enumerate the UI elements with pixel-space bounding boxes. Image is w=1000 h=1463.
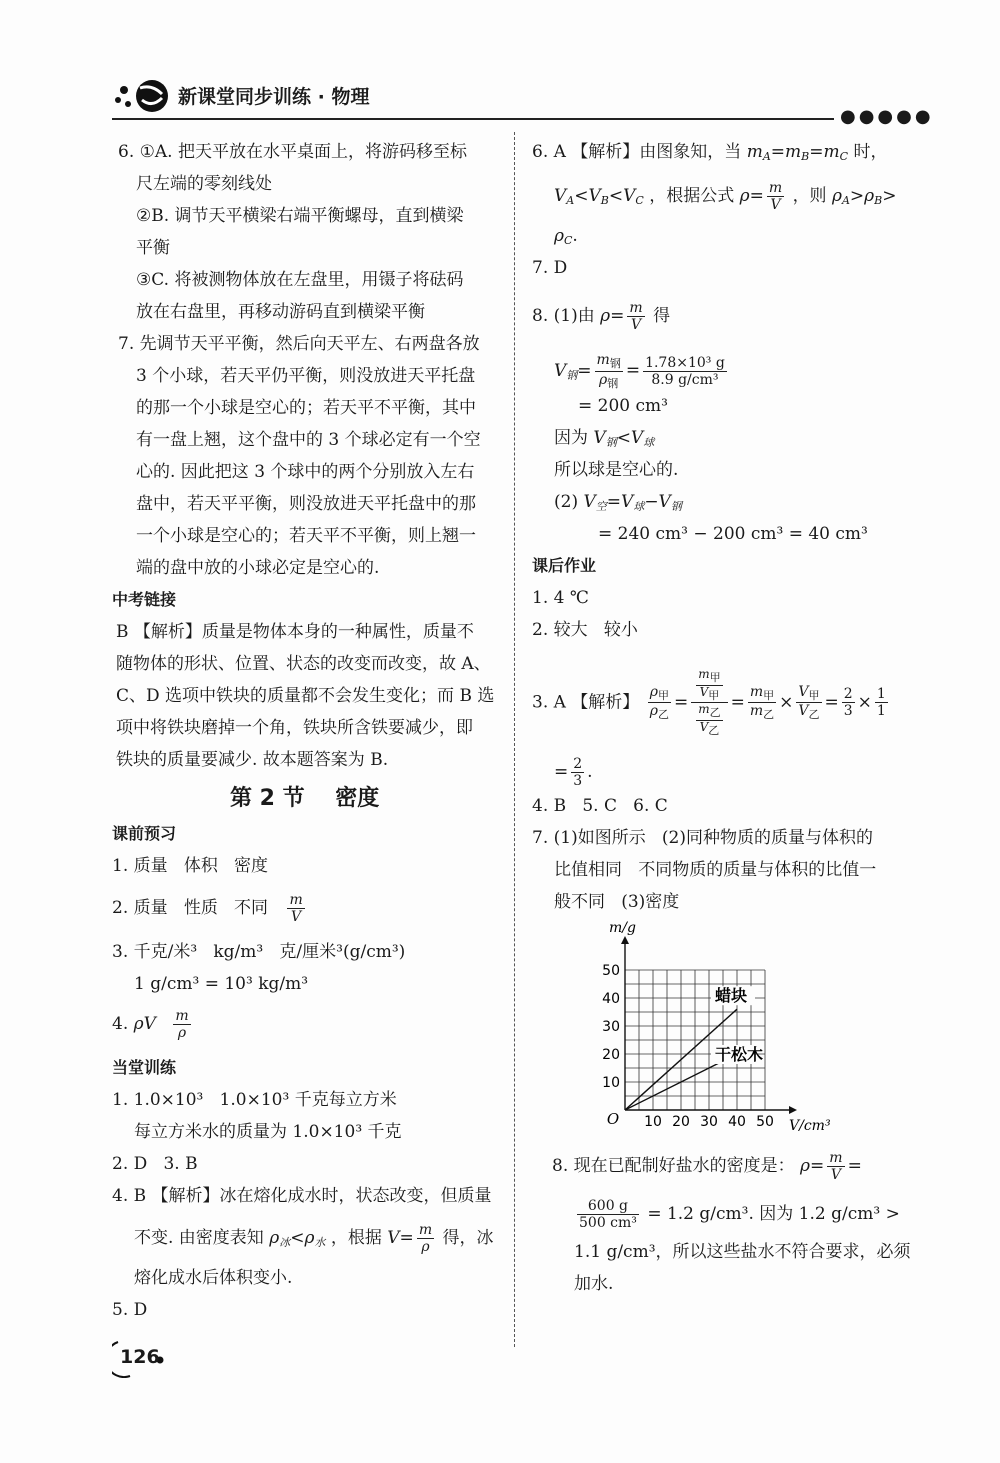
r6-line-2 bbox=[554, 180, 897, 213]
q7-line-6: 盘中，若天平平衡，则没放进天平托盘中的那 bbox=[136, 494, 476, 514]
v-steel-lt-ball: $V_钢<V_球$ bbox=[593, 428, 655, 449]
r8-line-2: $V_钢=$ $\frac{m_钢}{\rho_钢}$ = $\frac{\text{1.78×10³ g}}{\text{8.9 g/cm³}}$ bbox=[554, 352, 725, 390]
pre-3b: 1 g/cm³ = 10³ kg/m³ bbox=[134, 974, 309, 994]
v-empty-eq: $V_空=V_球-V_钢$ bbox=[583, 492, 682, 513]
train-4c: 熔化成水后体积变小. bbox=[134, 1268, 293, 1288]
y-axis-arrow bbox=[621, 936, 629, 944]
pre-4-num: 4. bbox=[112, 1014, 129, 1035]
pre-3: 3. 千克/米³ kg/m³ 克/厘米³(g/cm³) bbox=[112, 942, 406, 962]
fraction-m-rho-steel: $\frac{m_钢}{\rho_钢}$ bbox=[596, 352, 621, 390]
volume-compare: $V_A<V_B<V_C$ bbox=[554, 186, 644, 208]
y-tick-label: 30 bbox=[602, 1019, 620, 1035]
x-tick-label: 40 bbox=[728, 1114, 746, 1130]
h8a-pre: 8. 现在已配制好盐水的密度是： bbox=[552, 1156, 795, 1177]
x-axis-arrow bbox=[789, 1106, 797, 1114]
q7-line-5: 心的. 因此把这 3 个球中的两个分别放入左右 bbox=[136, 462, 475, 482]
q7-line-8: 端的盘中放的小球必定是空心的. bbox=[136, 558, 380, 578]
kqyx-heading: 课前预习 bbox=[112, 824, 177, 843]
h3-pre: 3. A 【解析】 bbox=[532, 692, 640, 713]
train-4b bbox=[134, 1222, 494, 1255]
hw-7-line-3: 般不同 (3)密度 bbox=[554, 892, 680, 912]
page-number: 126 bbox=[120, 1346, 160, 1368]
series-label-2: 干松木 bbox=[715, 1045, 764, 1064]
zk-line-2: 随物体的形状、位置、状态的改变而改变，故 A、 bbox=[116, 654, 491, 674]
fraction-m-V-h8: $\frac{m}{V}$ bbox=[829, 1150, 843, 1184]
fraction-600-500: $\frac{600 g}{\text{500 cm³}}$ bbox=[579, 1198, 637, 1232]
header-rule bbox=[112, 118, 834, 120]
fraction-m-V-r6: $\frac{m}{V}$ bbox=[768, 180, 783, 214]
r8-line-5: 所以球是空心的. bbox=[554, 460, 679, 480]
zhongkao-heading: 中考链接 bbox=[112, 590, 177, 609]
hw-4: 4. B 5. C 6. C bbox=[532, 796, 668, 816]
q7-line-1: 7. 先调节天平平衡，然后向天平左、右两盘各放 bbox=[118, 334, 480, 354]
q6-line-6: 放在右盘里，再移动游码直到横梁平衡 bbox=[136, 302, 425, 322]
hw-7-line-2: 比值相同 不同物质的质量与体积的比值一 bbox=[554, 860, 877, 880]
fraction-m-rho: $\frac{m}{\rho}$ bbox=[418, 1222, 433, 1256]
r8-line-4 bbox=[554, 430, 654, 448]
fraction-1-1: $\frac{1}{1}$ bbox=[876, 686, 886, 720]
fraction-m-over-V: $\frac{m}{V}$ bbox=[289, 892, 303, 926]
dtxl-heading: 当堂训练 bbox=[112, 1058, 177, 1077]
q7-line-4: 有一盘上翘，这个盘中的 3 个球必定有一个空 bbox=[136, 430, 481, 450]
t4b-end: 得，冰 bbox=[442, 1228, 494, 1249]
hw-1: 1. 4 ℃ bbox=[532, 588, 589, 608]
fraction-m-ratio: $\frac{m_甲}{m_乙}$ bbox=[749, 683, 775, 722]
rho-eq: ρ= bbox=[739, 186, 764, 207]
x-axis-label: V/cm³ bbox=[789, 1118, 831, 1134]
r8-line-3: = 200 cm³ bbox=[578, 396, 668, 416]
rho-eq-h8: ρ= bbox=[800, 1156, 825, 1177]
fraction-rho-ratio: $\frac{\rho_甲}{\rho_乙}$ bbox=[649, 683, 669, 722]
hw-8-line-4: 加水. bbox=[574, 1274, 614, 1294]
header-title: 新课堂同步训练 · 物理 bbox=[178, 86, 370, 108]
hw-3-result: = $\frac{2}{3}$ . bbox=[554, 756, 593, 790]
header-logo bbox=[112, 76, 170, 116]
q7-line-3: 的那一个小球是空心的；若天平不平衡，其中 bbox=[136, 398, 476, 418]
pre-4 bbox=[112, 1008, 194, 1041]
r7: 7. D bbox=[532, 258, 568, 278]
series-label-1: 蜡块 bbox=[715, 986, 748, 1006]
r6b-mid: ，根据公式 bbox=[649, 186, 735, 207]
r8-line-1 bbox=[532, 300, 670, 333]
hw-3: 3. A 【解析】 $\frac{\rho_甲}{\rho_乙}$ = $\frac{\frac{m_甲}{V_甲}}{\frac{m_乙}{V_乙}}$ = $\frac{m_甲}{m_乙}$ × $\frac{V_甲}{V_乙}$ = $\frac{2}{3}$ × $\frac{1}{1}$ bbox=[532, 667, 886, 737]
rho-ice-lt-rho-water: $\rho_冰<\rho_水$ bbox=[269, 1228, 326, 1250]
h3-end: . bbox=[587, 762, 593, 783]
r8a-post: 得 bbox=[653, 306, 671, 327]
pre-2-text: 2. 质量 性质 不同 bbox=[112, 898, 269, 919]
q6-line-3: ②B. 调节天平横梁右端平衡螺母，直到横梁 bbox=[136, 206, 464, 226]
q6-line-2: 尺左端的零刻线处 bbox=[136, 174, 272, 194]
mass-equal: $m_A=m_B=m_C$ bbox=[746, 142, 849, 163]
hw-7-line-1: 7. (1)如图所示 (2)同种物质的质量与体积的 bbox=[532, 828, 873, 848]
r8f-text: (2) bbox=[554, 492, 579, 512]
q7-line-2: 3 个小球，若天平仍平衡，则没放进天平托盘 bbox=[136, 366, 476, 386]
fraction-steel-values: $\frac{\text{1.78×10³ g}}{\text{8.9 g/cm³}}$ bbox=[645, 354, 725, 388]
khzy-heading: 课后作业 bbox=[532, 556, 597, 575]
q6-line-4: 平衡 bbox=[136, 238, 170, 258]
train-1b: 每立方米水的质量为 1.0×10³ 千克 bbox=[134, 1122, 402, 1142]
pre-2 bbox=[112, 892, 308, 925]
fraction-2-3: $\frac{2}{3}$ bbox=[843, 686, 853, 720]
q6-line-5: ③C. 将被测物体放在左盘里，用镊子将砝码 bbox=[136, 270, 464, 290]
v-steel: $V_钢=$ bbox=[554, 360, 592, 382]
q6-line-1: 6. ①A. 把天平放在水平桌面上，将游码移至标 bbox=[118, 142, 467, 162]
r6b-post: ，则 bbox=[792, 186, 827, 207]
section-title: 第 2 节 密度 bbox=[230, 786, 380, 811]
fraction-v-ratio: $\frac{V_甲}{V_乙}$ bbox=[798, 683, 820, 722]
t4b-post: ，根据 bbox=[330, 1228, 382, 1249]
rho-compare: $\rho_A>\rho_B>$ bbox=[831, 186, 897, 208]
x-tick-label: 10 bbox=[644, 1114, 662, 1130]
r8-line-6 bbox=[554, 494, 682, 512]
h8b-post: = 1.2 g/cm³. 因为 1.2 g/cm³ > bbox=[647, 1204, 900, 1225]
train-2: 2. D 3. B bbox=[112, 1154, 198, 1174]
x-tick-label: 30 bbox=[700, 1114, 718, 1130]
mass-volume-chart bbox=[570, 920, 860, 1135]
r6-line-1 bbox=[532, 144, 887, 162]
q7-line-7: 一个小球是空心的；若天平不平衡，则上翘一 bbox=[136, 526, 476, 546]
r8-line-7: = 240 cm³ − 200 cm³ = 40 cm³ bbox=[598, 524, 868, 544]
r8d-text: 因为 bbox=[554, 428, 588, 448]
y-tick-label: 50 bbox=[602, 963, 620, 979]
r6a-pre: 6. A 【解析】由图象知，当 bbox=[532, 142, 742, 162]
rho-eq-r8: ρ= bbox=[600, 306, 625, 327]
origin-label: O bbox=[606, 1110, 620, 1128]
v-eq: V= bbox=[387, 1228, 414, 1249]
zk-line-4: 项中将铁块磨掉一个角，铁块所含铁要减少，即 bbox=[116, 718, 473, 738]
hw-8-line-1: 8. 现在已配制好盐水的密度是： ρ= $\frac{m}{V}$ = bbox=[552, 1150, 862, 1184]
fraction-compound: $\frac{\frac{m_甲}{V_甲}}{\frac{m_乙}{V_乙}}$ bbox=[691, 668, 727, 738]
zk-line-3: C、D 选项中铁块的质量都不会发生变化；而 B 选 bbox=[116, 686, 495, 706]
zk-line-1: B 【解析】质量是物体本身的一种属性，质量不 bbox=[116, 622, 474, 642]
hw-2: 2. 较大 较小 bbox=[532, 620, 638, 640]
hw-8-line-2 bbox=[574, 1198, 900, 1231]
y-axis-label: m/g bbox=[609, 920, 636, 936]
fraction-m-over-rho: $\frac{m}{\rho}$ bbox=[175, 1008, 189, 1042]
r8a-pre: 8. (1)由 bbox=[532, 306, 595, 327]
hw-8-line-3: 1.1 g/cm³，所以这些盐水不符合要求，必须 bbox=[574, 1242, 911, 1262]
x-tick-label: 20 bbox=[672, 1114, 690, 1130]
y-tick-label: 20 bbox=[602, 1047, 620, 1063]
train-1: 1. 1.0×10³ 1.0×10³ 千克每立方米 bbox=[112, 1090, 397, 1110]
y-tick-label: 40 bbox=[602, 991, 620, 1007]
y-tick-label: 10 bbox=[602, 1075, 620, 1091]
fraction-2-3-result: $\frac{2}{3}$ bbox=[573, 756, 583, 790]
r6a-post: 时， bbox=[853, 142, 888, 162]
column-divider bbox=[514, 132, 515, 1347]
train-4a: 4. B 【解析】冰在熔化成水时，状态改变，但质量 bbox=[112, 1186, 492, 1206]
t4b-pre: 不变. 由密度表知 bbox=[134, 1228, 264, 1249]
x-tick-label: 50 bbox=[756, 1114, 774, 1130]
zk-line-5: 铁块的质量要减少. 故本题答案为 B. bbox=[116, 750, 389, 770]
fraction-m-V-r8: $\frac{m}{V}$ bbox=[629, 300, 643, 334]
rho-v: ρV bbox=[133, 1014, 156, 1035]
pre-1: 1. 质量 体积 密度 bbox=[112, 856, 269, 876]
header-dots: ●●●●● bbox=[840, 106, 934, 127]
r6-line-3: $\rho_C$. bbox=[554, 226, 578, 247]
train-5: 5. D bbox=[112, 1300, 148, 1320]
